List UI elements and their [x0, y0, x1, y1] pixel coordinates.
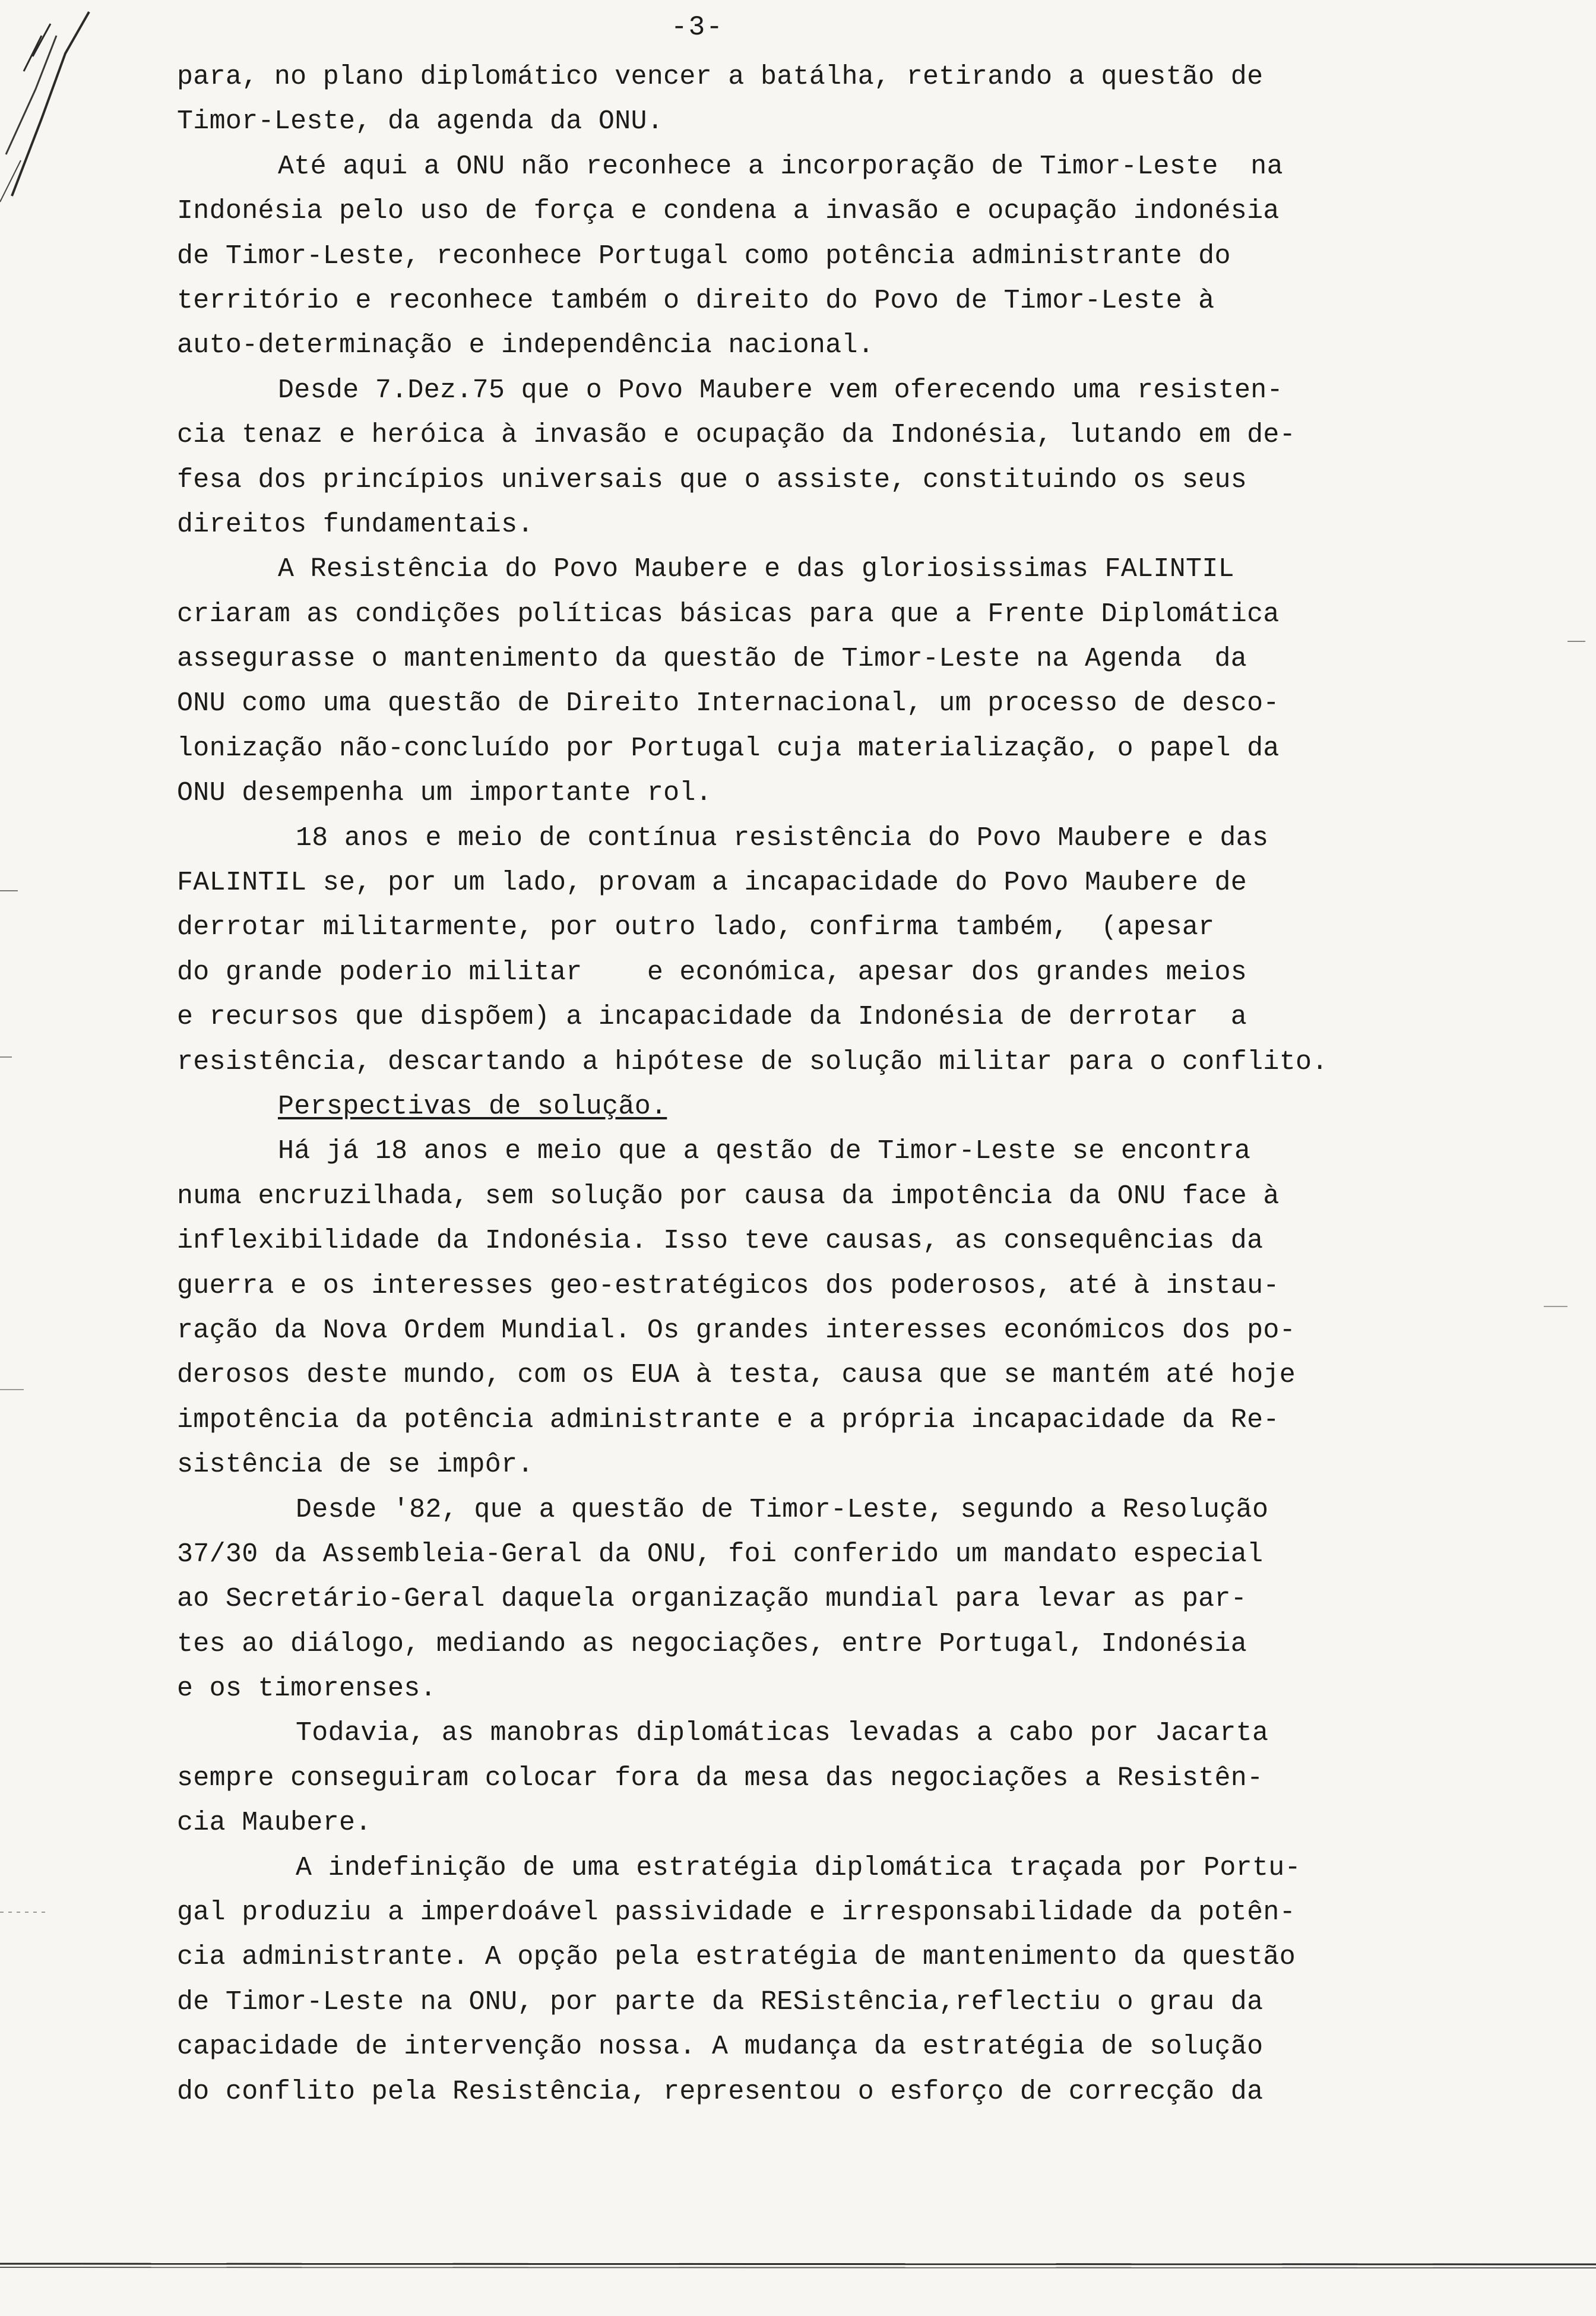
text-line: assegurasse o mantenimento da questão de Timor-Leste na Agenda da — [177, 644, 1247, 675]
text-line: Indonésia pelo uso de força e condena a invasão e ocupação indonésia — [177, 196, 1280, 227]
text-line: para, no plano diplomático vencer a batálha, retirando a questão de — [177, 62, 1264, 92]
page-number: -3- — [671, 12, 724, 43]
margin-scribble-mark — [0, 0, 154, 214]
text-line: A indefinição de uma estratégia diplomática traçada por Portu- — [296, 1852, 1301, 1883]
text-line: do grande poderio militar e económica, apesar dos grandes meios — [177, 957, 1247, 988]
text-line: resistência, descartando a hipótese de solução militar para o conflito. — [177, 1046, 1328, 1077]
text-line: A Resistência do Povo Maubere e das gloriosissimas FALINTIL — [278, 554, 1234, 585]
text-line: Há já 18 anos e meio que a qestão de Timor-Leste se encontra — [278, 1136, 1251, 1167]
text-line: Até aqui a ONU não reconhece a incorporação de Timor-Leste na — [278, 151, 1283, 182]
text-line: 37/30 da Assembleia-Geral da ONU, foi conferido um mandato especial — [177, 1539, 1264, 1570]
text-line: cia Maubere. — [177, 1808, 372, 1839]
text-line: derrotar militarmente, por outro lado, confirma também, (apesar — [177, 912, 1215, 943]
text-line: e os timorenses. — [177, 1673, 436, 1704]
text-line: cia tenaz e heróica à invasão e ocupação da Indonésia, lutando em de- — [177, 420, 1296, 451]
text-line: gal produziu a imperdoável passividade e irresponsabilidade da potên- — [177, 1897, 1296, 1928]
text-line: lonização não-concluído por Portugal cuja materialização, o papel da — [177, 733, 1280, 764]
text-line: fesa dos princípios universais que o assiste, constituindo os seus — [177, 464, 1247, 495]
text-line: FALINTIL se, por um lado, provam a incapacidade do Povo Maubere de — [177, 868, 1247, 898]
text-line: ONU desempenha um importante rol. — [177, 778, 712, 809]
text-line: capacidade de intervenção nossa. A mudança da estratégia de solução — [177, 2032, 1264, 2062]
text-line: Timor-Leste, da agenda da ONU. — [177, 106, 664, 137]
text-line: criaram as condições políticas básicas para que a Frente Diplomática — [177, 599, 1280, 629]
text-line: Todavia, as manobras diplomáticas levadas a cabo por Jacarta — [296, 1718, 1269, 1749]
right-margin-marks — [1508, 356, 1596, 1544]
text-line: território e reconhece também o direito do Povo de Timor-Leste à — [177, 285, 1215, 316]
text-line: sistência de se impôr. — [177, 1450, 534, 1480]
text-line: e recursos que dispõem) a incapacidade da Indonésia de derrotar a — [177, 1002, 1247, 1033]
text-line: ração da Nova Ordem Mundial. Os grandes interesses económicos dos po- — [177, 1315, 1296, 1346]
text-line: guerra e os interesses geo-estratégicos dos poderosos, até à instau- — [177, 1270, 1280, 1301]
text-line: Desde 7.Dez.75 que o Povo Maubere vem oferecendo uma resisten- — [278, 375, 1283, 406]
text-line: cia administrante. A opção pela estratégia de mantenimento da questão — [177, 1942, 1296, 1973]
text-line: derosos deste mundo, com os EUA à testa, causa que se mantém até hoje — [177, 1360, 1296, 1391]
text-line: 18 anos e meio de contínua resistência do Povo Maubere e das — [296, 822, 1269, 853]
bottom-rule-line — [0, 2261, 1596, 2270]
text-line: Perspectivas de solução. — [278, 1091, 667, 1122]
text-line: inflexibilidade da Indonésia. Isso teve causas, as consequências da — [177, 1226, 1264, 1257]
text-line: Desde '82, que a questão de Timor-Leste, segundo a Resolução — [296, 1494, 1269, 1525]
text-line: ao Secretário-Geral daquela organização mundial para levar as par- — [177, 1584, 1247, 1615]
text-line: ONU como uma questão de Direito Internacional, um processo de desco- — [177, 688, 1280, 719]
text-line: direitos fundamentais. — [177, 509, 534, 540]
text-line: tes ao diálogo, mediando as negociações, entre Portugal, Indonésia — [177, 1628, 1247, 1659]
text-line: numa encruzilhada, sem solução por causa da impotência da ONU face à — [177, 1181, 1280, 1211]
text-line: auto-determinação e independência nacional. — [177, 330, 875, 361]
text-line: impotência da potência administrante e a própria incapacidade da Re- — [177, 1404, 1280, 1435]
left-margin-marks — [0, 772, 71, 2078]
document-body-text — [177, 55, 1448, 2114]
text-line: do conflito pela Resistência, representou o esforço de correcção da — [177, 2076, 1264, 2107]
text-line: de Timor-Leste, reconhece Portugal como potência administrante do — [177, 241, 1231, 271]
text-line: sempre conseguiram colocar fora da mesa das negociações a Resistên- — [177, 1763, 1264, 1793]
text-line: de Timor-Leste na ONU, por parte da RESistência,reflectiu o grau da — [177, 1986, 1264, 2017]
